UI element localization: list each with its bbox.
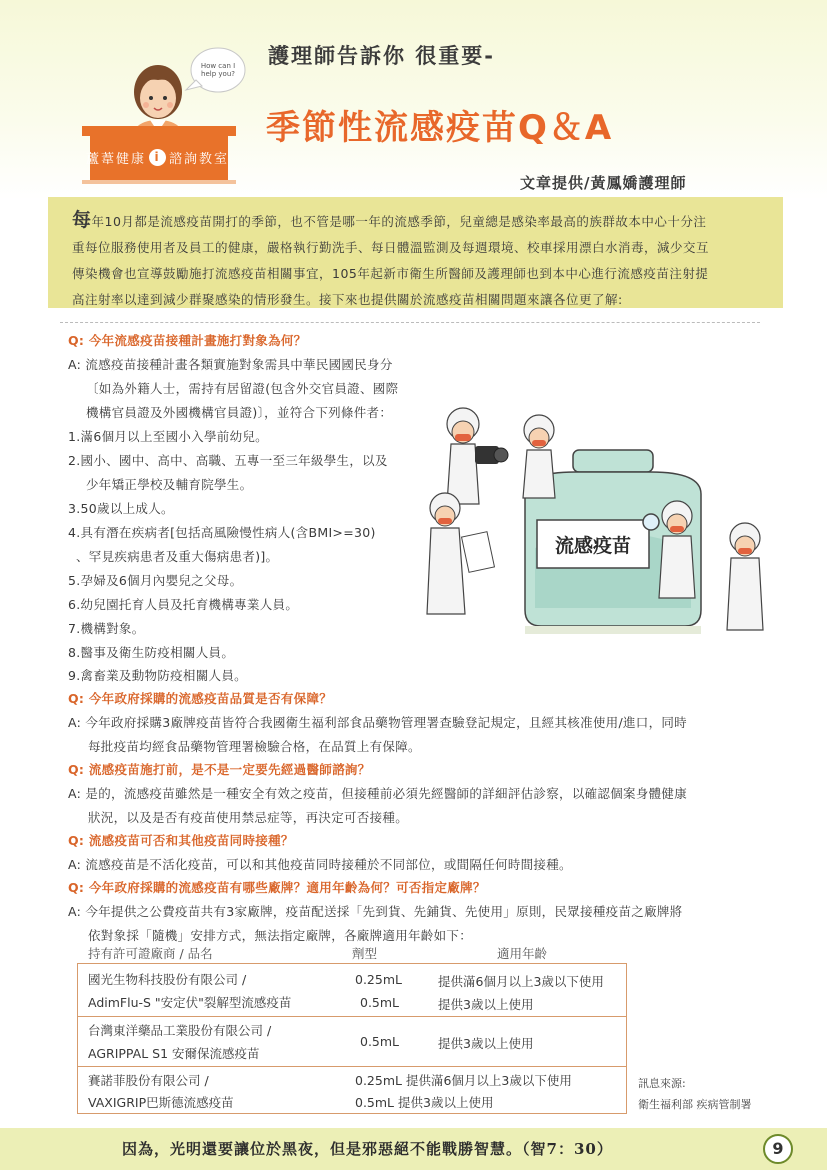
answer-2-line: A: 今年政府採購3廠牌疫苗皆符合我國衛生福利部食品藥物管理署查驗登記規定，且經其核准使用/進口，同時 (68, 715, 687, 730)
answer-2-line: 每批疫苗均經食品藥物管理署檢驗合格，在品質上有保障。 (88, 739, 421, 754)
answer-1-line: 4.具有潛在疾病者[包括高風險慢性病人(含BMI>=30) (68, 525, 376, 540)
intro-dropcap: 每 (72, 209, 92, 231)
source-value: 衛生福利部 疾病管制署 (638, 1098, 752, 1111)
table-cell-product: AGRIPPAL S1 安爾保流感疫苗 (88, 1046, 260, 1061)
answer-1-line: 少年矯正學校及輔育院學生。 (86, 477, 253, 492)
answer-1-line: 5.孕婦及6個月內嬰兒之父母。 (68, 573, 243, 588)
table-cell-vendor: 國光生物科技股份有限公司 / (88, 972, 247, 987)
table-row-divider (78, 1066, 626, 1067)
vaccine-brand-table (77, 963, 627, 1114)
column-label-part-2: 諮詢教室 (169, 152, 230, 167)
table-header-vendor: 持有許可證廠商 / 品名 (88, 946, 213, 961)
column-label (86, 148, 229, 167)
article-title: 季節性流感疫苗Q＆A (266, 108, 614, 148)
table-cell-age: 提供滿6個月以上3歲以下使用 (438, 974, 604, 989)
footer-verse: 因為，光明還要讓位於黑夜，但是邪惡絕不能戰勝智慧。（智7：30） (122, 1140, 613, 1158)
page-number: 9 (763, 1134, 793, 1164)
answer-4-line: A: 流感疫苗是不活化疫苗，可以和其他疫苗同時接種於不同部位，或間隔任何時間接種。 (68, 857, 572, 872)
column-label-part-1: 蘆葦健康 (86, 152, 147, 167)
table-cell-age: 提供3歲以上使用 (438, 1036, 534, 1051)
answer-1-line: 3.50歲以上成人。 (68, 501, 174, 516)
table-cell-vendor: 賽諾菲股份有限公司 / (88, 1073, 209, 1088)
bottle-label: 流感疫苗 (554, 535, 632, 557)
table-cell-dose: 0.5mL (360, 1034, 400, 1049)
answer-1-line: 1.滿6個月以上至國小入學前幼兒。 (68, 429, 268, 444)
table-cell-vendor: 台灣東洋藥品工業股份有限公司 / (88, 1023, 272, 1038)
table-cell-dose: 0.25mL (355, 972, 402, 987)
table-header-age: 適用年齡 (497, 946, 548, 961)
answer-1-line: A: 流感疫苗接種計畫各類實施對象需具中華民國國民身分 (68, 357, 393, 372)
table-cell-age: 提供3歲以上使用 (438, 997, 534, 1012)
question-4: Q: 流感疫苗可否和其他疫苗同時接種？ (68, 833, 294, 848)
vaccine-researchers-illustration (415, 398, 777, 638)
answer-1-line: 6.幼兒園托育人員及托育機構專業人員。 (68, 597, 299, 612)
answer-1-line: 8.醫事及衛生防疫相關人員。 (68, 645, 235, 660)
page-footer (0, 1128, 827, 1170)
info-icon: i (149, 149, 166, 166)
intro-line: 重每位服務使用者及員工的健康，嚴格執行勤洗手、每日體溫監測及每週環境、校車採用漂白水消毒，減少交互 (72, 240, 710, 255)
table-cell-dose-age: 0.5mL 提供3歲以上使用 (355, 1095, 494, 1110)
answer-1-line: 機構官員證及外國機構官員證)〕，並符合下列條件者： (86, 405, 393, 420)
question-1: Q: 今年流感疫苗接種計畫施打對象為何？ (68, 333, 307, 348)
intro-line: 高注射率以達到減少群聚感染的情形發生。接下來也提供關於流感疫苗相關問題來讓各位更了解: (72, 292, 623, 307)
intro-line: 每年10月都是流感疫苗開打的季節，也不管是哪一年的流感季節，兒童總是感染率最高的族群故本中心十分注 (72, 209, 707, 231)
speech-bubble-text: How can I help you? (200, 62, 236, 78)
table-row-divider (78, 1016, 626, 1017)
answer-3-line: 狀況，以及是否有疫苗使用禁忌症等，再決定可否接種。 (88, 810, 409, 825)
article-subtitle: 護理師告訴你 很重要- (268, 44, 496, 68)
table-cell-product: AdimFlu-S "安定伏"裂解型流感疫苗 (88, 995, 292, 1010)
intro-line: 傳染機會也宣導鼓勵施打流感疫苗相關事宜，105年起新市衛生所醫師及護理師也到本中心進行流感疫苗注射提 (72, 266, 709, 281)
question-2: Q: 今年政府採購的流感疫苗品質是否有保障？ (68, 691, 333, 706)
table-cell-product: VAXIGRIP巴斯德流感疫苗 (88, 1095, 234, 1110)
question-3: Q: 流感疫苗施打前，是不是一定要先經過醫師諮詢？ (68, 762, 371, 777)
answer-5-line: 依對象採「隨機」安排方式，無法指定廠牌，各廠牌適用年齡如下： (88, 928, 473, 943)
answer-1-line: 2.國小、國中、高中、高職、五專一至三年級學生，以及 (68, 453, 388, 468)
section-divider (60, 322, 760, 323)
answer-1-line: 〔如為外籍人士，需持有居留證(包含外交官員證、國際 (86, 381, 399, 396)
article-byline: 文章提供/黃鳳嬌護理師 (520, 174, 687, 192)
intro-box (48, 197, 783, 308)
answer-3-line: A: 是的，流感疫苗雖然是一種安全有效之疫苗，但接種前必須先經醫師的詳細評估診察，以確認個案身體健康 (68, 786, 688, 801)
answer-1-line: 、罕見疾病患者及重大傷病患者)]。 (76, 549, 279, 564)
answer-1-line: 9.禽畜業及動物防疫相關人員。 (68, 668, 247, 683)
table-header-dose: 劑型 (352, 946, 378, 961)
answer-1-line: 7.機構對象。 (68, 621, 145, 636)
table-cell-dose-age: 0.25mL 提供滿6個月以上3歲以下使用 (355, 1073, 572, 1088)
question-5: Q: 今年政府採購的流感疫苗有哪些廠牌？適用年齡為何？可否指定廠牌？ (68, 880, 486, 895)
answer-5-line: A: 今年提供之公費疫苗共有3家廠牌，疫苗配送採「先到貨、先鋪貨、先使用」原則，民眾接種疫苗之廠牌將 (68, 904, 683, 919)
source-label: 訊息來源: (638, 1077, 686, 1090)
table-cell-dose: 0.5mL (360, 995, 400, 1010)
